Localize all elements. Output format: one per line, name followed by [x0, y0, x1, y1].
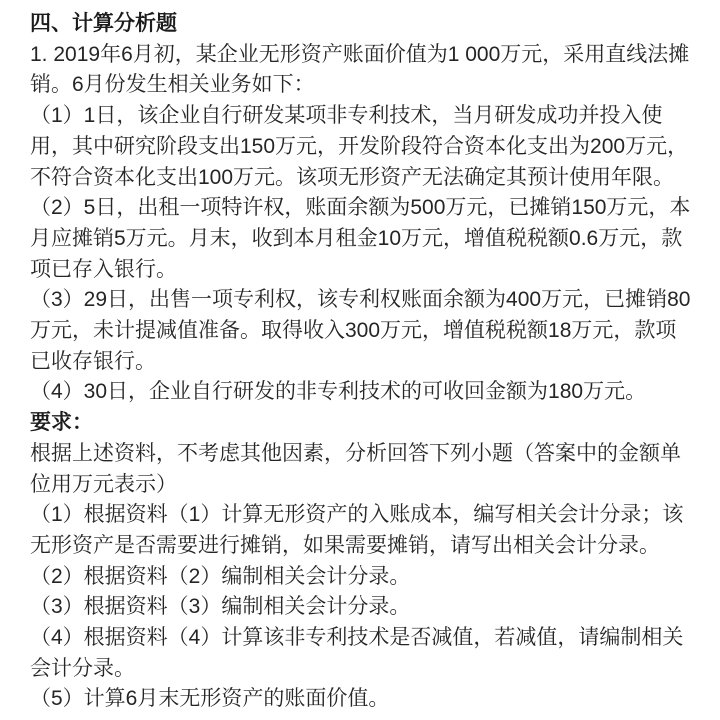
material-item-3: （3）29日，出售一项专利权，该专利权账面余额为400万元，已摊销80万元，未计提减值准备。取得收入300万元，增值税税额18万元，款项已收存银行。: [30, 288, 691, 373]
requirement-item-1: （1）根据资料（1）计算无形资产的入账成本，编写相关会计分录；该无形资产是否需要进行摊销，如果需要摊销，请写出相关会计分录。: [30, 503, 684, 557]
requirements-label: 要求：: [30, 411, 93, 435]
section-title: 四、计算分析题: [30, 12, 177, 35]
requirement-item-5: （5）计算6月末无形资产的账面价值。: [30, 687, 390, 711]
question-intro: 1. 2019年6月初，某企业无形资产账面价值为1 000万元，采用直线法摊销。6月份发生相关业务如下：: [30, 42, 690, 97]
material-item-1: （1）1日，该企业自行研发某项非专利技术，当月研发成功并投入使用，其中研究阶段支出150万元，开发阶段符合资本化支出为200万元，不符合资本化支出100万元。该项无形资产无法确定其预计使用年限。: [30, 104, 689, 189]
material-item-2: （2）5日，出租一项特许权，账面余额为500万元，已摊销150万元，本月应摊销5万元。月末，收到本月租金10万元，增值税税额0.6万元，款项已存入银行。: [30, 196, 691, 281]
requirement-item-3: （3）根据资料（3）编制相关会计分录。: [30, 595, 411, 619]
material-item-4: （4）30日，企业自行研发的非专利技术的可收回金额为180万元。: [30, 380, 647, 404]
requirements-intro: 根据上述资料，不考虑其他因素，分析回答下列小题（答案中的金额单位用万元表示）: [30, 441, 681, 496]
requirement-item-4: （4）根据资料（4）计算该非专利技术是否减值，若减值，请编制相关会计分录。: [30, 626, 684, 680]
requirement-item-2: （2）根据资料（2）编制相关会计分录。: [30, 564, 411, 588]
